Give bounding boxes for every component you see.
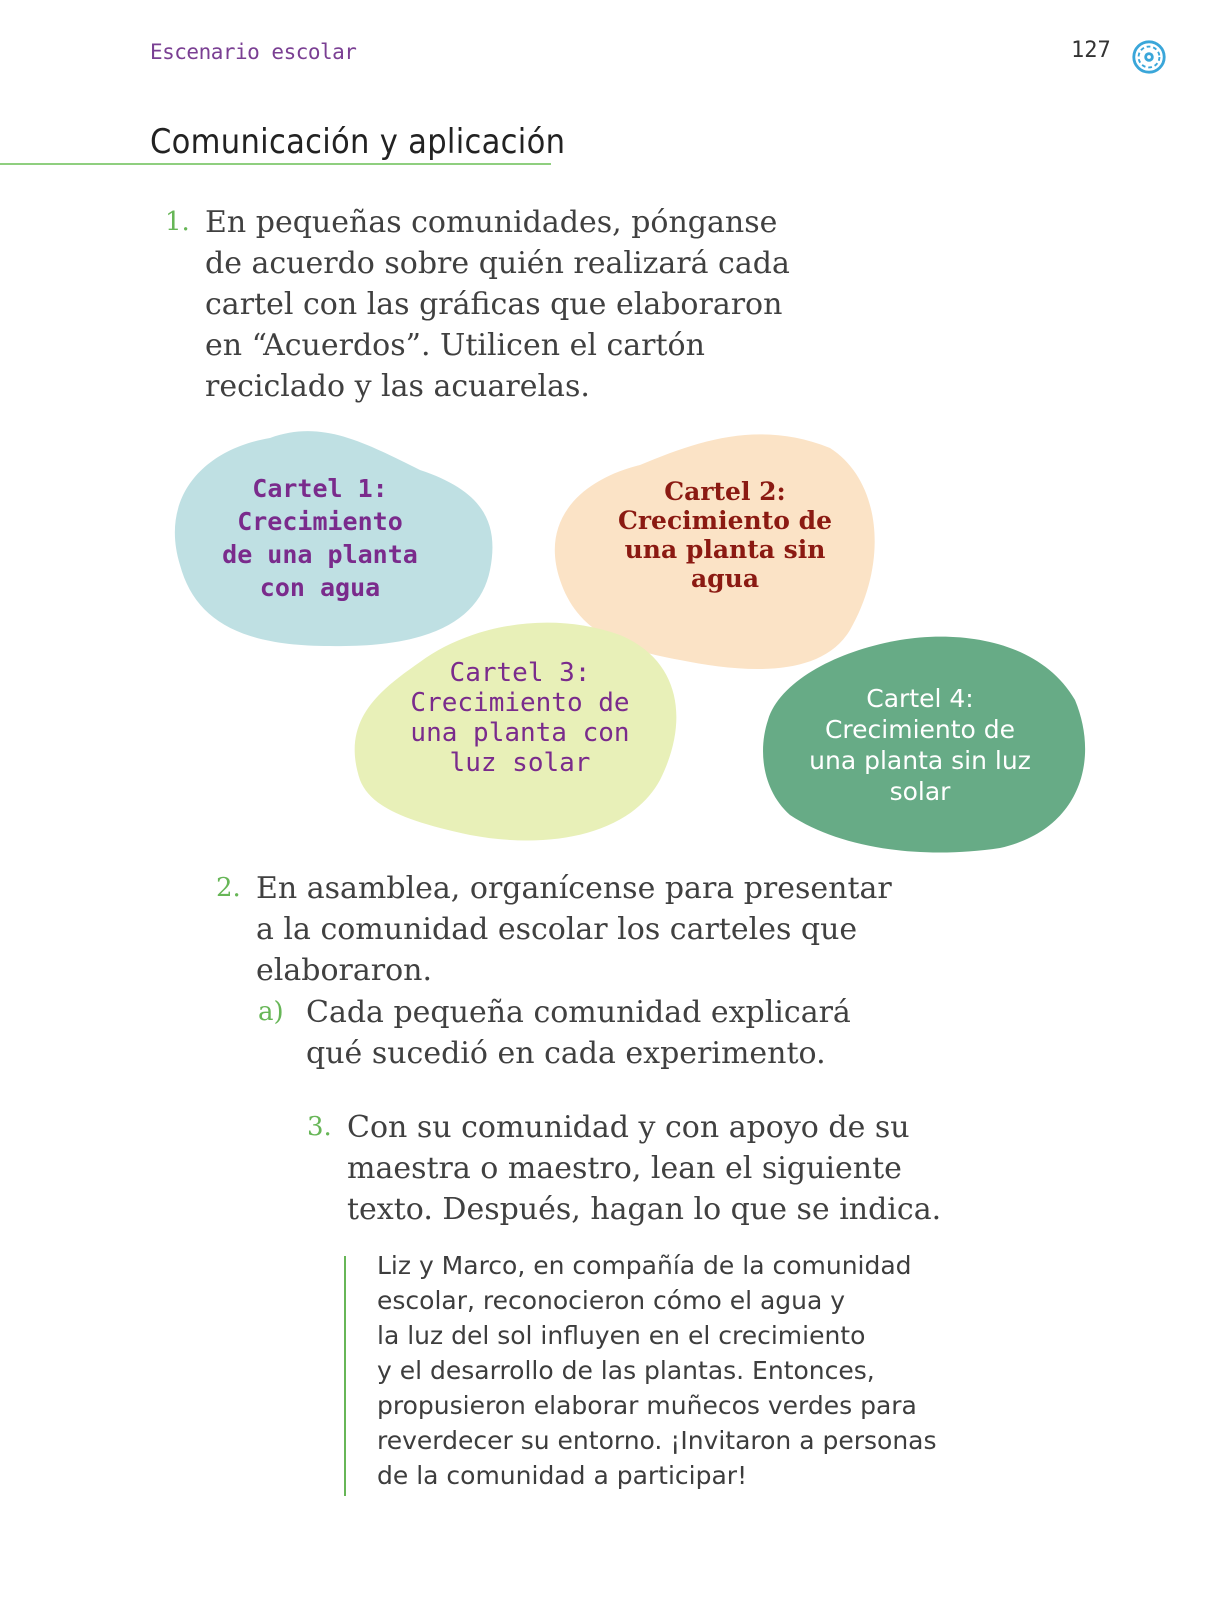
instruction-3-number: 3.	[307, 1112, 332, 1142]
instruction-1-line: En pequeñas comunidades, pónganse	[205, 205, 778, 240]
instruction-3-line: maestra o maestro, lean el siguiente	[347, 1151, 902, 1186]
poster-1-line: con agua	[259, 573, 381, 602]
instruction-1-line: cartel con las gráficas que elaboraron	[205, 287, 783, 322]
instruction-1-line: de acuerdo sobre quién realizará cada	[205, 246, 790, 281]
passage-line: y el desarrollo de las plantas. Entonces,	[377, 1356, 875, 1385]
poster-2-label	[590, 477, 860, 593]
quote-bar	[344, 1256, 346, 1496]
instruction-3-line: texto. Después, hagan lo que se indica.	[347, 1192, 942, 1227]
poster-2-line: agua	[690, 564, 760, 593]
poster-1-line: Cartel 1:	[252, 474, 388, 503]
passage-line: reverdecer su entorno. ¡Invitaron a personas	[377, 1426, 937, 1455]
instruction-2a-label: a)	[258, 997, 284, 1027]
passage-line: escolar, reconocieron cómo el agua y	[377, 1286, 846, 1315]
instruction-2-line: a la comunidad escolar los carteles que	[256, 912, 858, 947]
instruction-1-line: en “Acuerdos”. Utilicen el cartón	[205, 328, 705, 363]
poster-2-line: Cartel 2:	[664, 477, 786, 506]
poster-3-label	[385, 658, 655, 778]
poster-1-label	[200, 472, 440, 604]
poster-4-label	[790, 683, 1050, 807]
poster-3-line: Cartel 3:	[449, 658, 591, 688]
passage-line: propusieron elaborar muñecos verdes para	[377, 1391, 917, 1420]
poster-3-line: Crecimiento de	[410, 688, 630, 718]
poster-4-line: Crecimiento de	[824, 715, 1016, 744]
header-title: Escenario escolar	[150, 40, 357, 64]
instruction-2-line: En asamblea, organícense para presentar	[256, 871, 892, 906]
reading-passage	[377, 1248, 1017, 1493]
poster-4-line: solar	[889, 777, 951, 806]
instruction-2-line: elaboraron.	[256, 953, 432, 988]
passage-line: de la comunidad a participar!	[377, 1461, 748, 1490]
instruction-1-number: 1.	[165, 207, 190, 237]
instruction-3-line: Con su comunidad y con apoyo de su	[347, 1110, 910, 1145]
instruction-2	[216, 868, 906, 991]
page-number: 127	[1071, 38, 1111, 63]
poster-1-line: Crecimiento	[237, 507, 403, 536]
passage-line: Liz y Marco, en compañía de la comunidad	[377, 1251, 912, 1280]
instruction-2-number: 2.	[216, 873, 241, 903]
instruction-2a-line: qué sucedió en cada experimento.	[306, 1036, 826, 1071]
instruction-1-line: reciclado y las acuarelas.	[205, 369, 590, 404]
passage-line: la luz del sol influyen en el crecimiento	[377, 1321, 866, 1350]
poster-3-line: luz solar	[449, 748, 591, 778]
poster-4-line: una planta sin luz	[809, 746, 1031, 775]
poster-3-line: una planta con	[410, 718, 630, 748]
poster-4-line: Cartel 4:	[866, 684, 974, 713]
instruction-3	[307, 1107, 947, 1230]
instruction-2a	[258, 992, 866, 1074]
instruction-2a-line: Cada pequeña comunidad explicará	[306, 995, 851, 1030]
poster-1-line: de una planta	[222, 540, 418, 569]
section-title: Comunicación y aplicación	[150, 122, 566, 162]
poster-2-line: Crecimiento de	[617, 506, 833, 535]
poster-2-line: una planta sin	[624, 535, 826, 564]
